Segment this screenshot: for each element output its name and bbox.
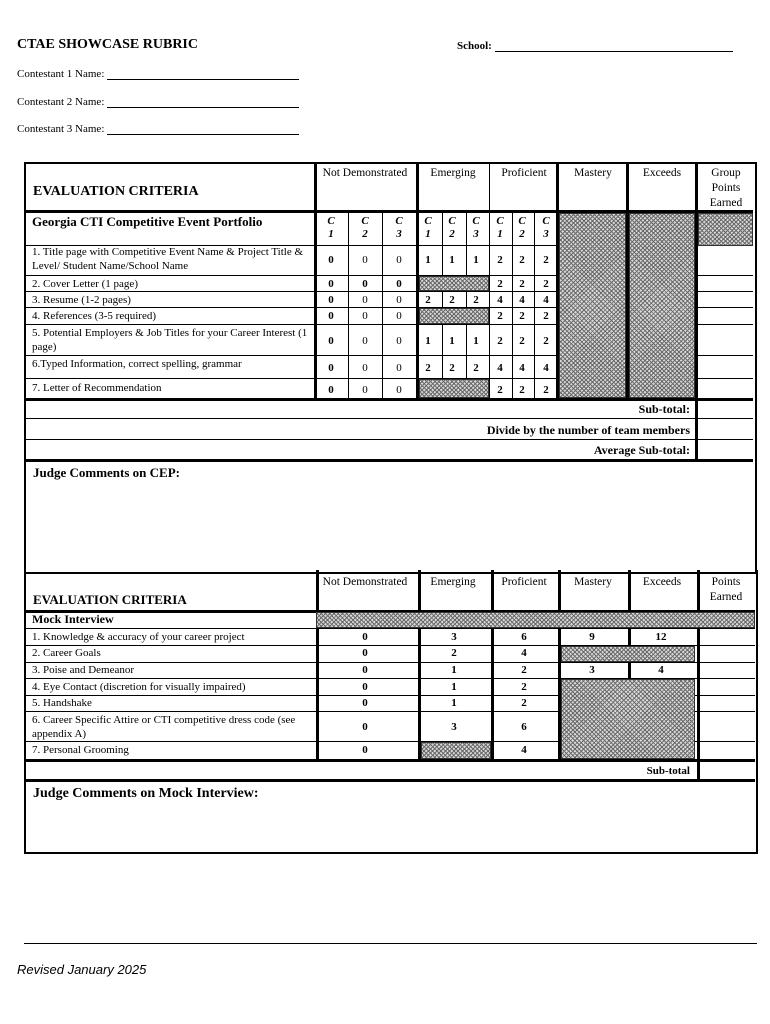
footer-divider — [24, 943, 757, 944]
mi-col-points: Points Earned — [709, 576, 743, 603]
cep-average-label: Average Sub-total: — [593, 443, 690, 457]
contestant-col-header-nd-3: C 3 — [395, 215, 403, 240]
cep-score-em-c3[interactable]: 1 — [473, 334, 479, 347]
mi-score-pr[interactable]: 4 — [521, 647, 527, 659]
cep-score-em-c1[interactable]: 2 — [425, 361, 431, 374]
cep-score-pr-c1[interactable]: 2 — [497, 278, 503, 290]
mi-score-pr[interactable]: 2 — [521, 681, 527, 693]
school-label: School: — [457, 40, 492, 52]
cep-score-nd-c1[interactable]: 0 — [328, 310, 334, 322]
cep-score-nd-c1[interactable]: 0 — [328, 361, 334, 374]
cep-score-pr-c2[interactable]: 2 — [519, 384, 525, 396]
cep-score-em-c2[interactable]: 2 — [449, 361, 455, 374]
cep-score-em-c3[interactable]: 2 — [473, 294, 479, 306]
mi-col-exceeds: Exceeds — [642, 576, 682, 588]
cep-row-label: 1. Title page with Competitive Event Name & Project Title & Level/ Student Name/School Name — [32, 246, 304, 272]
cep-score-nd-c3[interactable]: 0 — [396, 384, 402, 396]
cep-subtotal-input[interactable] — [698, 401, 752, 418]
cep-divide-input[interactable] — [698, 421, 752, 438]
cep-score-pr-c1[interactable]: 2 — [497, 384, 503, 396]
cep-row-label: 3. Resume (1-2 pages) — [32, 294, 131, 306]
contestant-2-input-line[interactable] — [107, 107, 299, 108]
cep-score-nd-c2[interactable]: 0 — [362, 294, 368, 306]
contestant-2-name-field[interactable] — [17, 96, 299, 108]
cep-row-label: 2. Cover Letter (1 page) — [32, 278, 138, 290]
cep-score-pr-c1[interactable]: 2 — [497, 310, 503, 322]
cep-score-em-c2[interactable]: 2 — [449, 294, 455, 306]
mi-comments-label: Judge Comments on Mock Interview: — [33, 786, 259, 801]
cep-score-pr-c3[interactable]: 2 — [543, 254, 549, 266]
cep-score-nd-c1[interactable]: 0 — [328, 334, 334, 347]
cep-score-pr-c3[interactable]: 2 — [543, 278, 549, 290]
cep-average-input[interactable] — [698, 441, 752, 458]
mi-col-mastery: Mastery — [574, 576, 612, 588]
cep-score-pr-c3[interactable]: 2 — [543, 310, 549, 322]
mi-row-label: 1. Knowledge & accuracy of your career project — [32, 631, 245, 643]
cep-score-nd-c3[interactable]: 0 — [396, 361, 402, 374]
cep-col-proficient: Proficient — [501, 167, 547, 179]
mi-comments-area[interactable] — [30, 804, 750, 849]
cep-score-pr-c2[interactable]: 2 — [519, 278, 525, 290]
contestant-col-header-nd-1: C 1 — [327, 215, 335, 240]
cep-score-em-c1[interactable]: 1 — [425, 254, 431, 266]
cep-score-em-c3[interactable]: 1 — [473, 254, 479, 266]
mi-score-pr[interactable]: 6 — [521, 720, 527, 733]
contestant-col-header-pr-3: C 3 — [542, 215, 550, 240]
mi-score-nd[interactable]: 0 — [362, 647, 368, 659]
cep-score-pr-c2[interactable]: 4 — [519, 361, 525, 374]
mi-score-pr[interactable]: 6 — [521, 631, 527, 643]
cep-score-em-c3[interactable]: 2 — [473, 361, 479, 374]
mi-score-em[interactable]: 3 — [451, 631, 457, 643]
contestant-3-label: Contestant 3 Name: — [17, 123, 105, 135]
contestant-1-input-line[interactable] — [107, 79, 299, 80]
cep-score-nd-c2[interactable]: 0 — [362, 254, 368, 266]
mi-score-em[interactable]: 2 — [451, 647, 457, 659]
mi-score-pr[interactable]: 2 — [521, 697, 527, 709]
mi-score-ex[interactable]: 12 — [655, 631, 667, 643]
contestant-col-header-nd-2: C 2 — [361, 215, 369, 240]
contestant-col-header-em-1: C 1 — [424, 215, 432, 240]
cep-score-pr-c2[interactable]: 4 — [519, 294, 525, 306]
cep-score-nd-c3[interactable]: 0 — [396, 254, 402, 266]
contestant-3-input-line[interactable] — [107, 134, 299, 135]
school-input-line[interactable] — [495, 51, 733, 52]
cep-score-pr-c1[interactable]: 2 — [497, 334, 503, 347]
mi-score-nd[interactable]: 0 — [362, 631, 368, 643]
mi-row-label: 7. Personal Grooming — [32, 744, 129, 756]
cep-score-pr-c2[interactable]: 2 — [519, 254, 525, 266]
mi-score-em[interactable]: 1 — [451, 664, 457, 676]
cep-score-em-c2[interactable]: 1 — [449, 334, 455, 347]
cep-score-pr-c1[interactable]: 4 — [497, 361, 503, 374]
mi-score-pr[interactable]: 4 — [521, 744, 527, 756]
cep-score-pr-c1[interactable]: 4 — [497, 294, 503, 306]
cep-col-not-demonstrated: Not Demonstrated — [322, 167, 408, 179]
contestant-3-name-field[interactable] — [17, 123, 299, 135]
cep-score-nd-c2[interactable]: 0 — [362, 278, 368, 290]
contestant-2-label: Contestant 2 Name: — [17, 96, 105, 108]
mi-score-ma[interactable]: 9 — [589, 631, 595, 643]
cep-row-label: 4. References (3-5 required) — [32, 310, 156, 322]
cep-score-pr-c3[interactable]: 2 — [543, 384, 549, 396]
mi-score-pr[interactable]: 2 — [521, 664, 527, 676]
mi-subtotal-label: Sub-total — [646, 765, 690, 777]
cep-score-nd-c1[interactable]: 0 — [328, 384, 334, 396]
mi-col-not-demonstrated: Not Demonstrated — [322, 576, 408, 588]
cep-score-pr-c3[interactable]: 4 — [543, 294, 549, 306]
mi-score-nd[interactable]: 0 — [362, 681, 368, 693]
mi-col-emerging: Emerging — [430, 576, 476, 588]
cep-score-nd-c2[interactable]: 0 — [362, 384, 368, 396]
cep-col-exceeds: Exceeds — [642, 167, 682, 179]
cep-score-pr-c3[interactable]: 4 — [543, 361, 549, 374]
contestant-col-header-pr-2: C 2 — [518, 215, 526, 240]
mi-criteria-heading: EVALUATION CRITERIA — [33, 592, 187, 607]
cep-score-nd-c1[interactable]: 0 — [328, 254, 334, 266]
cep-score-pr-c1[interactable]: 2 — [497, 254, 503, 266]
cep-score-nd-c2[interactable]: 0 — [362, 310, 368, 322]
cep-score-nd-c2[interactable]: 0 — [362, 361, 368, 374]
cep-score-em-c1[interactable]: 1 — [425, 334, 431, 347]
mi-row-label: 4. Eye Contact (discretion for visually impaired) — [32, 681, 246, 693]
cep-subtotal-label: Sub-total: — [638, 402, 690, 416]
mi-row-label: 2. Career Goals — [32, 647, 101, 659]
mi-score-nd[interactable]: 0 — [362, 720, 368, 733]
mi-section-title: Mock Interview — [32, 612, 114, 626]
cep-score-nd-c3[interactable]: 0 — [396, 278, 402, 290]
cep-divide-label: Divide by the number of team members — [486, 423, 690, 437]
cep-score-nd-c3[interactable]: 0 — [396, 310, 402, 322]
cep-row-label: 6.Typed Information, correct spelling, grammar — [32, 358, 242, 370]
cep-score-pr-c2[interactable]: 2 — [519, 310, 525, 322]
cep-score-nd-c3[interactable]: 0 — [396, 294, 402, 306]
mi-score-em[interactable]: 3 — [451, 720, 457, 733]
cep-row-label: 7. Letter of Recommendation — [32, 382, 162, 394]
contestant-1-name-field[interactable] — [17, 68, 299, 80]
page-title: CTAE SHOWCASE RUBRIC — [17, 37, 198, 52]
mi-col-proficient: Proficient — [501, 576, 547, 588]
contestant-1-label: Contestant 1 Name: — [17, 68, 105, 80]
contestant-col-header-em-3: C 3 — [472, 215, 480, 240]
cep-score-nd-c3[interactable]: 0 — [396, 334, 402, 347]
cep-score-pr-c2[interactable]: 2 — [519, 334, 525, 347]
mi-score-em[interactable]: 1 — [451, 697, 457, 709]
mi-score-em[interactable]: 1 — [451, 681, 457, 693]
contestant-col-header-pr-1: C 1 — [496, 215, 504, 240]
cep-score-nd-c2[interactable]: 0 — [362, 334, 368, 347]
mi-score-nd[interactable]: 0 — [362, 697, 368, 709]
cep-col-emerging: Emerging — [430, 167, 476, 179]
mi-score-nd[interactable]: 0 — [362, 664, 368, 676]
mi-score-nd[interactable]: 0 — [362, 744, 368, 756]
cep-score-nd-c1[interactable]: 0 — [328, 278, 334, 290]
cep-comments-label: Judge Comments on CEP: — [33, 465, 180, 480]
cep-score-nd-c1[interactable]: 0 — [328, 294, 334, 306]
mi-subtotal-input[interactable] — [698, 762, 752, 779]
cep-score-pr-c3[interactable]: 2 — [543, 334, 549, 347]
contestant-col-header-em-2: C 2 — [448, 215, 456, 240]
mi-score-ex[interactable]: 4 — [658, 664, 664, 676]
cep-score-em-c1[interactable]: 2 — [425, 294, 431, 306]
revised-date: Revised January 2025 — [17, 962, 147, 977]
cep-section-title: Georgia CTI Competitive Event Portfolio — [32, 214, 263, 229]
school-field[interactable] — [457, 40, 733, 52]
cep-comments-area[interactable] — [30, 482, 750, 567]
cep-row-label: 5. Potential Employers & Job Titles for your Career Interest (1 page) — [32, 327, 308, 353]
mi-row-label: 3. Poise and Demeanor — [32, 664, 135, 676]
cep-score-em-c2[interactable]: 1 — [449, 254, 455, 266]
cep-criteria-heading: EVALUATION CRITERIA — [33, 184, 199, 199]
cep-col-group-points: Group Points Earned — [709, 167, 743, 209]
mi-row-label: 6. Career Specific Attire or CTI competitive dress code (see appendix A) — [32, 714, 296, 740]
cep-col-mastery: Mastery — [574, 167, 612, 179]
mi-row-label: 5. Handshake — [32, 697, 92, 709]
mi-score-ma[interactable]: 3 — [589, 664, 595, 676]
